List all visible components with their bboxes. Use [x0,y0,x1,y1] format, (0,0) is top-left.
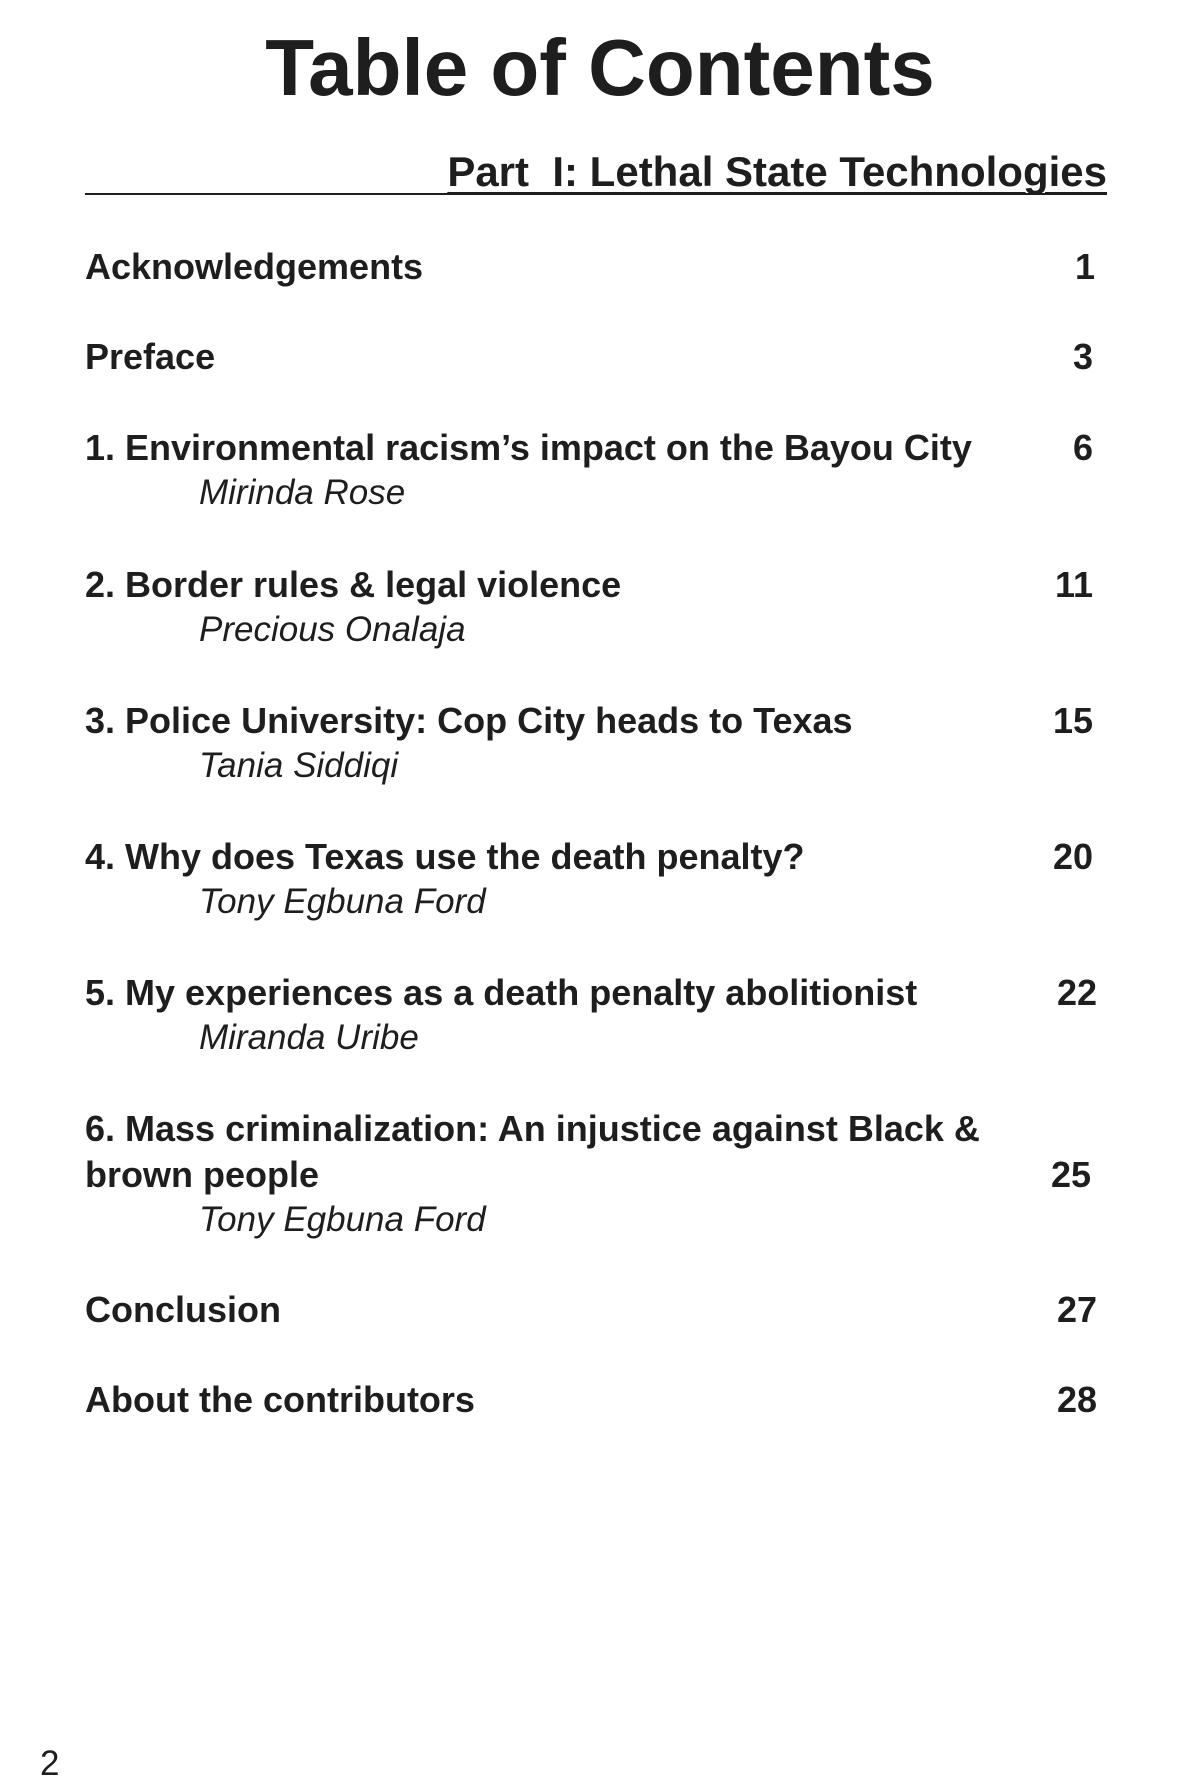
toc-entry-page-number: 22 [1056,972,1097,1013]
toc-entry-chapter-5[interactable] [85,970,1107,1060]
toc-entry-title: 5. My experiences as a death penalty abolitionist [85,972,918,1013]
toc-entry-title: 1. Environmental racism’s impact on the Bayou City [85,427,972,468]
toc-entry-chapter-4[interactable] [85,834,1107,924]
toc-entry-chapter-3[interactable] [85,698,1107,788]
toc-entry-page-number: 28 [1056,1379,1097,1420]
toc-entry-title: Preface [85,336,216,377]
toc-entry-author: Tony Egbuna Ford [199,882,486,921]
toc-entry-title: About the contributors [85,1379,475,1420]
toc-entry-title: 3. Police University: Cop City heads to Texas [85,700,853,741]
toc-entry-author: Mirinda Rose [199,473,406,512]
toc-entry-chapter-6[interactable] [85,1106,1107,1242]
part-heading [85,146,1107,195]
page-title: Table of Contents [265,23,935,112]
toc-entry-chapter-1[interactable] [85,425,1107,515]
toc-entry-page-number: 11 [1054,564,1093,605]
toc-entry-page-number: 20 [1052,836,1093,877]
toc-entry-about-contributors[interactable] [85,1377,1107,1423]
part-heading-text: Part I: Lethal State Technologies [447,148,1107,195]
toc-entry-page-number: 27 [1056,1289,1097,1330]
folio-page-number: 2 [40,1744,60,1783]
toc-entry-title: Conclusion [85,1289,281,1330]
toc-entry-page-number: 15 [1052,700,1093,741]
toc-entry-chapter-2[interactable] [85,562,1107,652]
toc-entry-conclusion[interactable] [85,1287,1107,1333]
toc-entry-title: 6. Mass criminalization: An injustice against Black & brown people [85,1108,980,1195]
toc-entry-preface[interactable] [85,334,1107,380]
toc-entry-title: 2. Border rules & legal violence [85,564,622,605]
toc-entry-page-number: 6 [1072,427,1093,468]
toc-entry-author: Miranda Uribe [199,1018,419,1057]
toc-entry-title: 4. Why does Texas use the death penalty? [85,836,805,877]
toc-entry-page-number: 25 [1050,1154,1091,1195]
toc-entry-acknowledgements[interactable] [85,244,1107,290]
toc-entry-author: Precious Onalaja [199,610,466,649]
toc-entry-author: Tania Siddiqi [199,746,399,785]
toc-entry-author: Tony Egbuna Ford [199,1200,486,1239]
toc-entry-title: Acknowledgements [85,246,424,287]
toc-entry-page-number: 1 [1074,246,1095,287]
toc-entry-page-number: 3 [1072,336,1093,377]
